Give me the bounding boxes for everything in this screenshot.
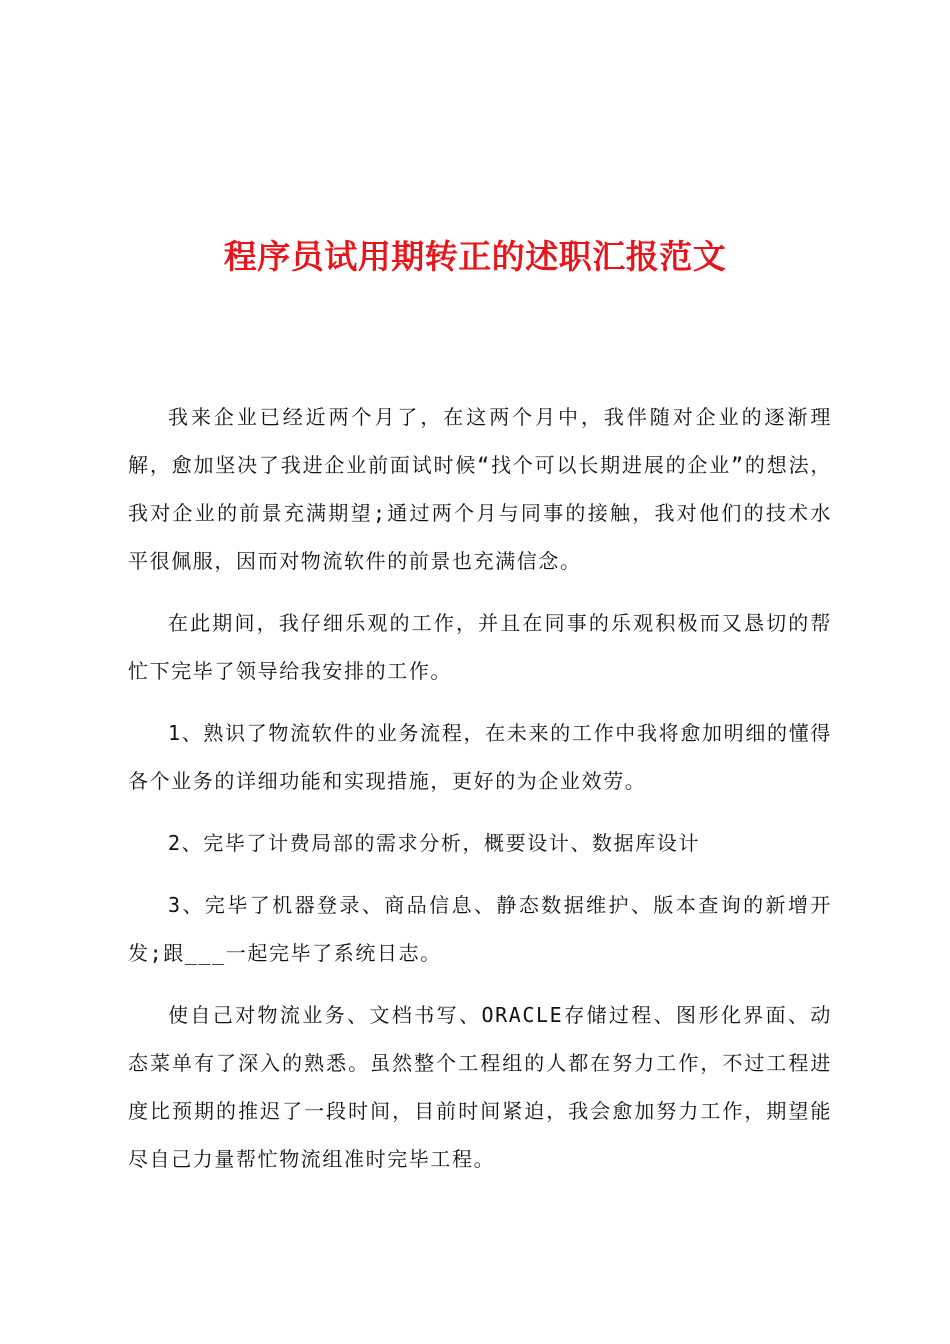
- paragraph-item-1: 1、熟识了物流软件的业务流程，在未来的工作中我将愈加明细的懂得各个业务的详细功能和实现措施，更好的为企业效劳。: [128, 721, 832, 793]
- paragraph-period-work: 在此期间，我仔细乐观的工作，并且在同事的乐观积极而又恳切的帮忙下完毕了领导给我安排的工作。: [128, 611, 832, 683]
- paragraph-summary: 使自己对物流业务、文档书写、ORACLE存储过程、图形化界面、动态菜单有了深入的熟悉。虽然整个工程组的人都在努力工作，不过工程进度比预期的推迟了一段时间，目前时间紧迫，我会愈加努力工作，期望能尽自己力量帮忙物流组准时完毕工程。: [128, 1003, 832, 1171]
- paragraph-item-2: 2、完毕了计费局部的需求分析，概要设计、数据库设计: [168, 831, 701, 855]
- document-title: 程序员试用期转正的述职汇报范文: [223, 237, 727, 277]
- paragraph-intro: 我来企业已经近两个月了，在这两个月中，我伴随对企业的逐渐理解，愈加坚决了我进企业前面试时候“找个可以长期进展的企业”的想法，我对企业的前景充满期望;通过两个月与同事的接触，我对他们的技术水平很佩服，因而对物流软件的前景也充满信念。: [128, 405, 832, 573]
- document-body: [128, 393, 832, 1197]
- paragraph-item-3: 3、完毕了机器登录、商品信息、静态数据维护、版本查询的新增开发;跟___一起完毕了系统日志。: [128, 893, 832, 965]
